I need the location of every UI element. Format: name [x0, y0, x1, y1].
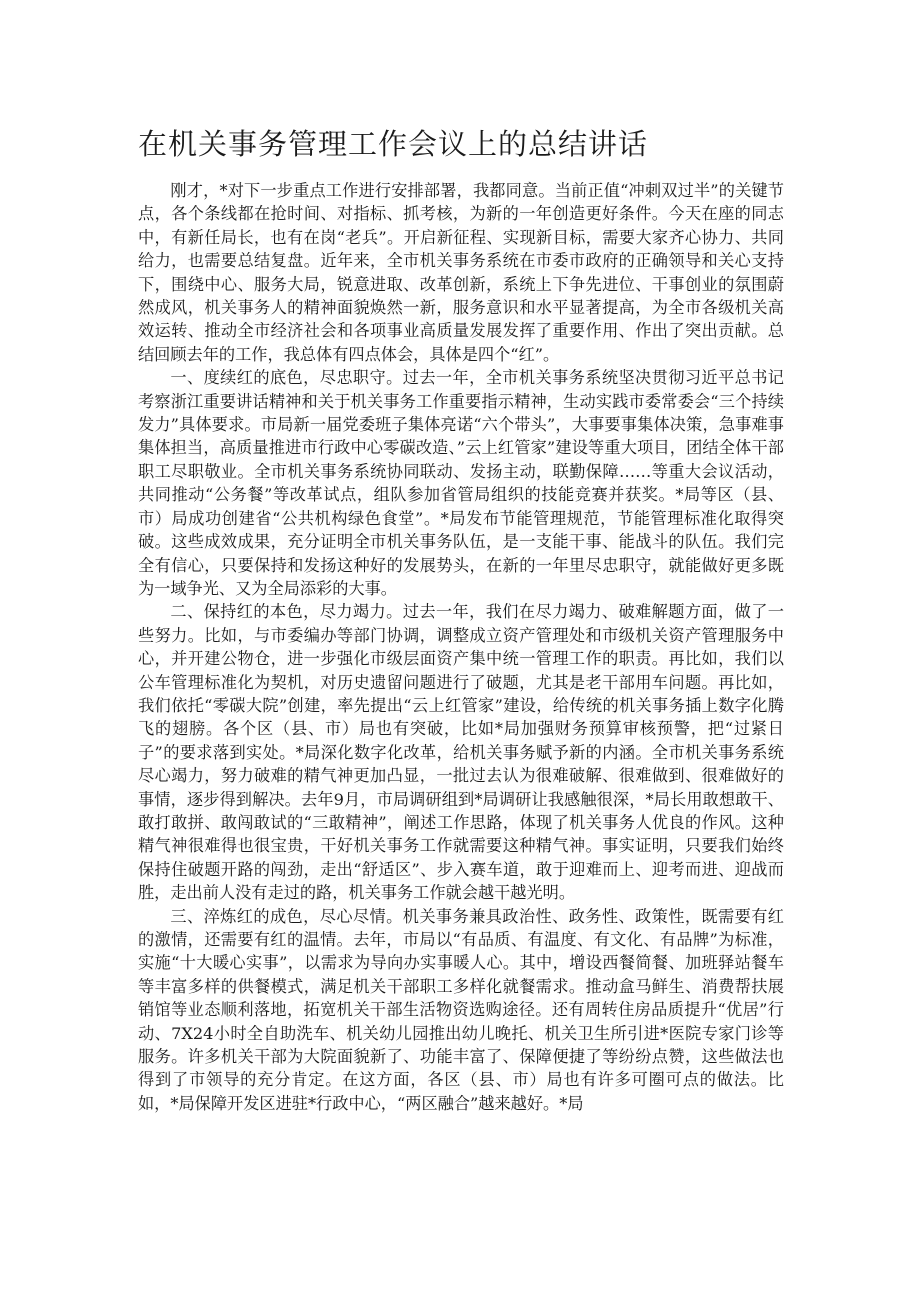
paragraph-section-2: 二、保持红的本色，尽力竭力。过去一年，我们在尽力竭力、破难解题方面，做了一些努力。比如，与市委编办等部门协调，调整成立资产管理处和市级机关资产管理服务中心，并开建公物仓，进一步强化市级层面资产集中统一管理工作的职责。再比如，我们以公车管理标准化为契机，对历史遗留问题进行了破题，尤其是老干部用车问题。再比如，我们依托“零碳大院”创建，率先提出“云上红管家”建设，给传统的机关事务插上数字化腾飞的翅膀。各个区（县、市）局也有突破，比如*局加强财务预算审核预警，把“过紧日子”的要求落到实处。*局深化数字化改革，给机关事务赋予新的内涵。全市机关事务系统尽心竭力，努力破难的精气神更加凸显，一批过去认为很难破解、很难做到、很难做好的事情，逐步得到解决。去年9月，市局调研组到*局调研让我感触很深，*局长用敢想敢干、敢打敢拼、敢闯敢试的“三敢精神”，阐述工作思路，体现了机关事务人优良的作风。这种精气神很难得也很宝贵，干好机关事务工作就需要这种精气神。事实证明，只要我们始终保持住破题开路的闯劲，走出“舒适区”、步入赛车道，敢于迎难而上、迎考而进、迎战而胜，走出前人没有走过的路，机关事务工作就会越干越光明。 [138, 602, 784, 903]
paragraph-section-3: 三、淬炼红的成色，尽心尽情。机关事务兼具政治性、政务性、政策性，既需要有红的激情，还需要有红的温情。去年，市局以“有品质、有温度、有文化、有品牌”为标准，实施“十大暖心实事”，以需求为导向办实事暖人心。其中，增设西餐简餐、加班驿站餐车等丰富多样的供餐模式，满足机关干部职工多样化就餐需求。推动盒马鲜生、消费帮扶展销馆等业态顺利落地，拓宽机关干部生活物资选购途径。还有周转住房品质提升“优居”行动、7X24小时全自助洗车、机关幼儿园推出幼儿晚托、机关卫生所引进*医院专家门诊等服务。许多机关干部为大院面貌新了、功能丰富了、保障便捷了等纷纷点赞，这些做法也得到了市领导的充分肯定。在这方面，各区（县、市）局也有许多可圈可点的做法。比如，*局保障开发区进驻*行政中心，“两区融合”越来越好。*局 [138, 906, 784, 1113]
document-page [138, 122, 784, 1115]
document-title: 在机关事务管理工作会议上的总结讲话 [138, 127, 649, 161]
paragraph-intro: 刚才，*对下一步重点工作进行安排部署，我都同意。当前正值“冲刺双过半”的关键节点，各个条线都在抢时间、对指标、抓考核，为新的一年创造更好条件。今天在座的同志中，有新任局长，也有在岗“老兵”。开启新征程、实现新目标，需要大家齐心协力、共同给力，也需要总结复盘。近年来，全市机关事务系统在市委市政府的正确领导和关心支持下，围绕中心、服务大局，锐意进取、改革创新，系统上下争先进位、干事创业的氛围蔚然成风，机关事务人的精神面貌焕然一新，服务意识和水平显著提高，为全市各级机关高效运转、推动全市经济社会和各项事业高质量发展发挥了重要作用、作出了突出贡献。总结回顾去年的工作，我总体有四点体会，具体是四个“红”。 [138, 181, 784, 364]
paragraph-section-1: 一、度续红的底色，尽忠职守。过去一年，全市机关事务系统坚决贯彻习近平总书记考察浙江重要讲话精神和关于机关事务工作重要指示精神，生动实践市委常委会“三个持续发力”具体要求。市局新一届党委班子集体亮诺“六个带头”，大事要事集体决策，急事难事集体担当，高质量推进市行政中心零碳改造、”云上红管家”建设等重大项目，团结全体干部职工尽职敬业。全市机关事务系统协同联动、发扬主动，联勤保障……等重大会议活动，共同推动“公务餐”等改革试点，组队参加省管局组织的技能竞赛并获奖。*局等区（县、市）局成功创建省“公共机构绿色食堂”。*局发布节能管理规范，节能管理标准化取得突破。这些成效成果，充分证明全市机关事务队伍，是一支能干事、能战斗的队伍。我们完全有信心，只要保持和发扬这种好的发展势头，在新的一年里尽忠职守，就能做好更多既为一域争光、又为全局添彩的大事。 [138, 368, 784, 598]
